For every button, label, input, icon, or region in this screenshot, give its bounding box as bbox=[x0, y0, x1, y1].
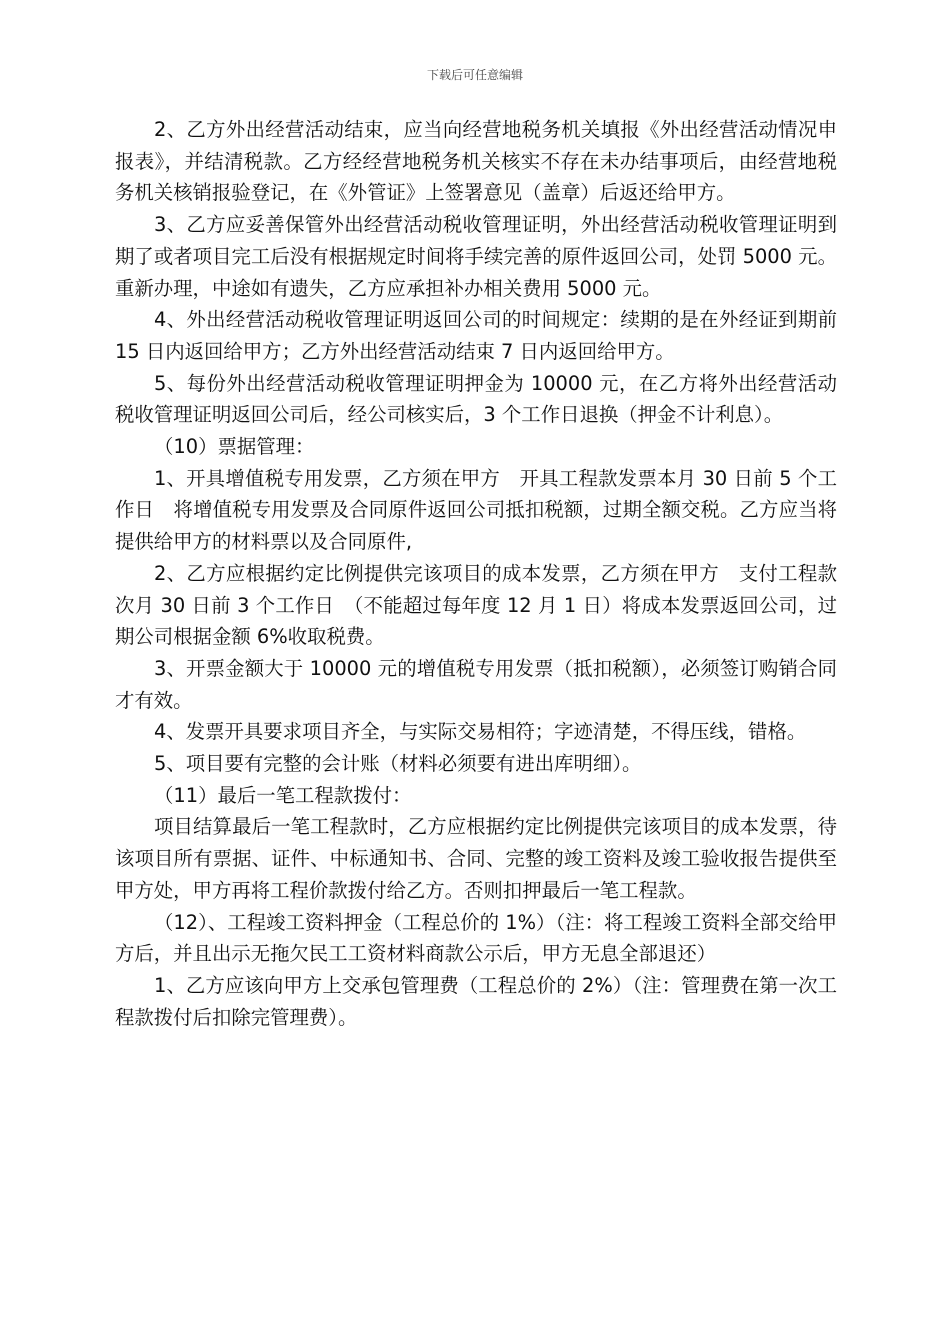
paragraph-final-settlement: 项目结算最后一笔工程款时，乙方应根据约定比例提供完该项目的成本发票，待该项目所有票据、证件、中标通知书、合同、完整的竣工资料及竣工验收报告提供至甲方处，甲方再将工程价款拨付给乙方。否则扣押最后一笔工程款。 bbox=[115, 815, 837, 902]
paragraph-return-deadline: 4、外出经营活动税收管理证明返回公司的时间规定：续期的是在外经证到期前 15 日内返回给甲方；乙方外出经营活动结束 7 日内返回给甲方。 bbox=[115, 308, 837, 363]
paragraph-certificate-custody: 3、乙方应妥善保管外出经营活动税收管理证明，外出经营活动税收管理证明到期了或者项目完工后没有根据规定时间将手续完善的原件返回公司，处罚 5000 元。重新办理，中途如有遗失，乙方应承担补办相关费用 5000 元。 bbox=[115, 213, 837, 300]
paragraph-completion-deposit: （12）、工程竣工资料押金（工程总价的 1%）（注：将工程竣工资料全部交给甲方后，并且出示无拖欠民工工资材料商款公示后，甲方无息全部退还） bbox=[115, 910, 837, 966]
paragraph-invoice-requirements: 4、发票开具要求项目齐全，与实际交易相符；字迹清楚，不得压线，错格。 bbox=[154, 720, 807, 744]
paragraph-vat-invoice: 1、开具增值税专用发票，乙方须在甲方 开具工程款发票本月 30 日前 5 个工作日 将增值税专用发票及合同原件返回公司抵扣税额，过期全额交税。乙方应当将提供给甲方的材料票以及合同原件, bbox=[115, 466, 837, 554]
paragraph-management-fee: 1、乙方应该向甲方上交承包管理费（工程总价的 2%）（注：管理费在第一次工程款拨付后扣除完管理费）。 bbox=[115, 973, 837, 1029]
document-body bbox=[115, 114, 837, 1033]
section-heading-invoice-management: （10）票据管理： bbox=[154, 435, 315, 459]
page-header-note: 下载后可任意编辑 bbox=[426, 68, 523, 82]
paragraph-deposit: 5、每份外出经营活动税收管理证明押金为 10000 元，在乙方将外出经营活动税收管理证明返回公司后，经公司核实后，3 个工作日退换（押金不计利息）。 bbox=[115, 371, 837, 427]
section-heading-final-payment: （11）最后一笔工程款拨付： bbox=[154, 783, 412, 807]
paragraph-cost-invoice: 2、乙方应根据约定比例提供完该项目的成本发票，乙方须在甲方 支付工程款次月 30 日前 3 个工作日 （不能超过每年度 12 月 1 日）将成本发票返回公司，过期公司根据金额 6%收取税费。 bbox=[115, 561, 837, 649]
paragraph-tax-declaration: 2、乙方外出经营活动结束，应当向经营地税务机关填报《外出经营活动情况申报表》，并结清税款。乙方经经营地税务机关核实不存在未办结事项后，由经营地税务机关核销报验登记，在《外管证》上签署意见（盖章）后返还给甲方。 bbox=[115, 118, 837, 205]
paragraph-accounting-books: 5、项目要有完整的会计账（材料必须要有进出库明细）。 bbox=[154, 752, 642, 776]
paragraph-purchase-contract: 3、开票金额大于 10000 元的增值税专用发票（抵扣税额），必须签订购销合同才有效。 bbox=[115, 656, 837, 712]
